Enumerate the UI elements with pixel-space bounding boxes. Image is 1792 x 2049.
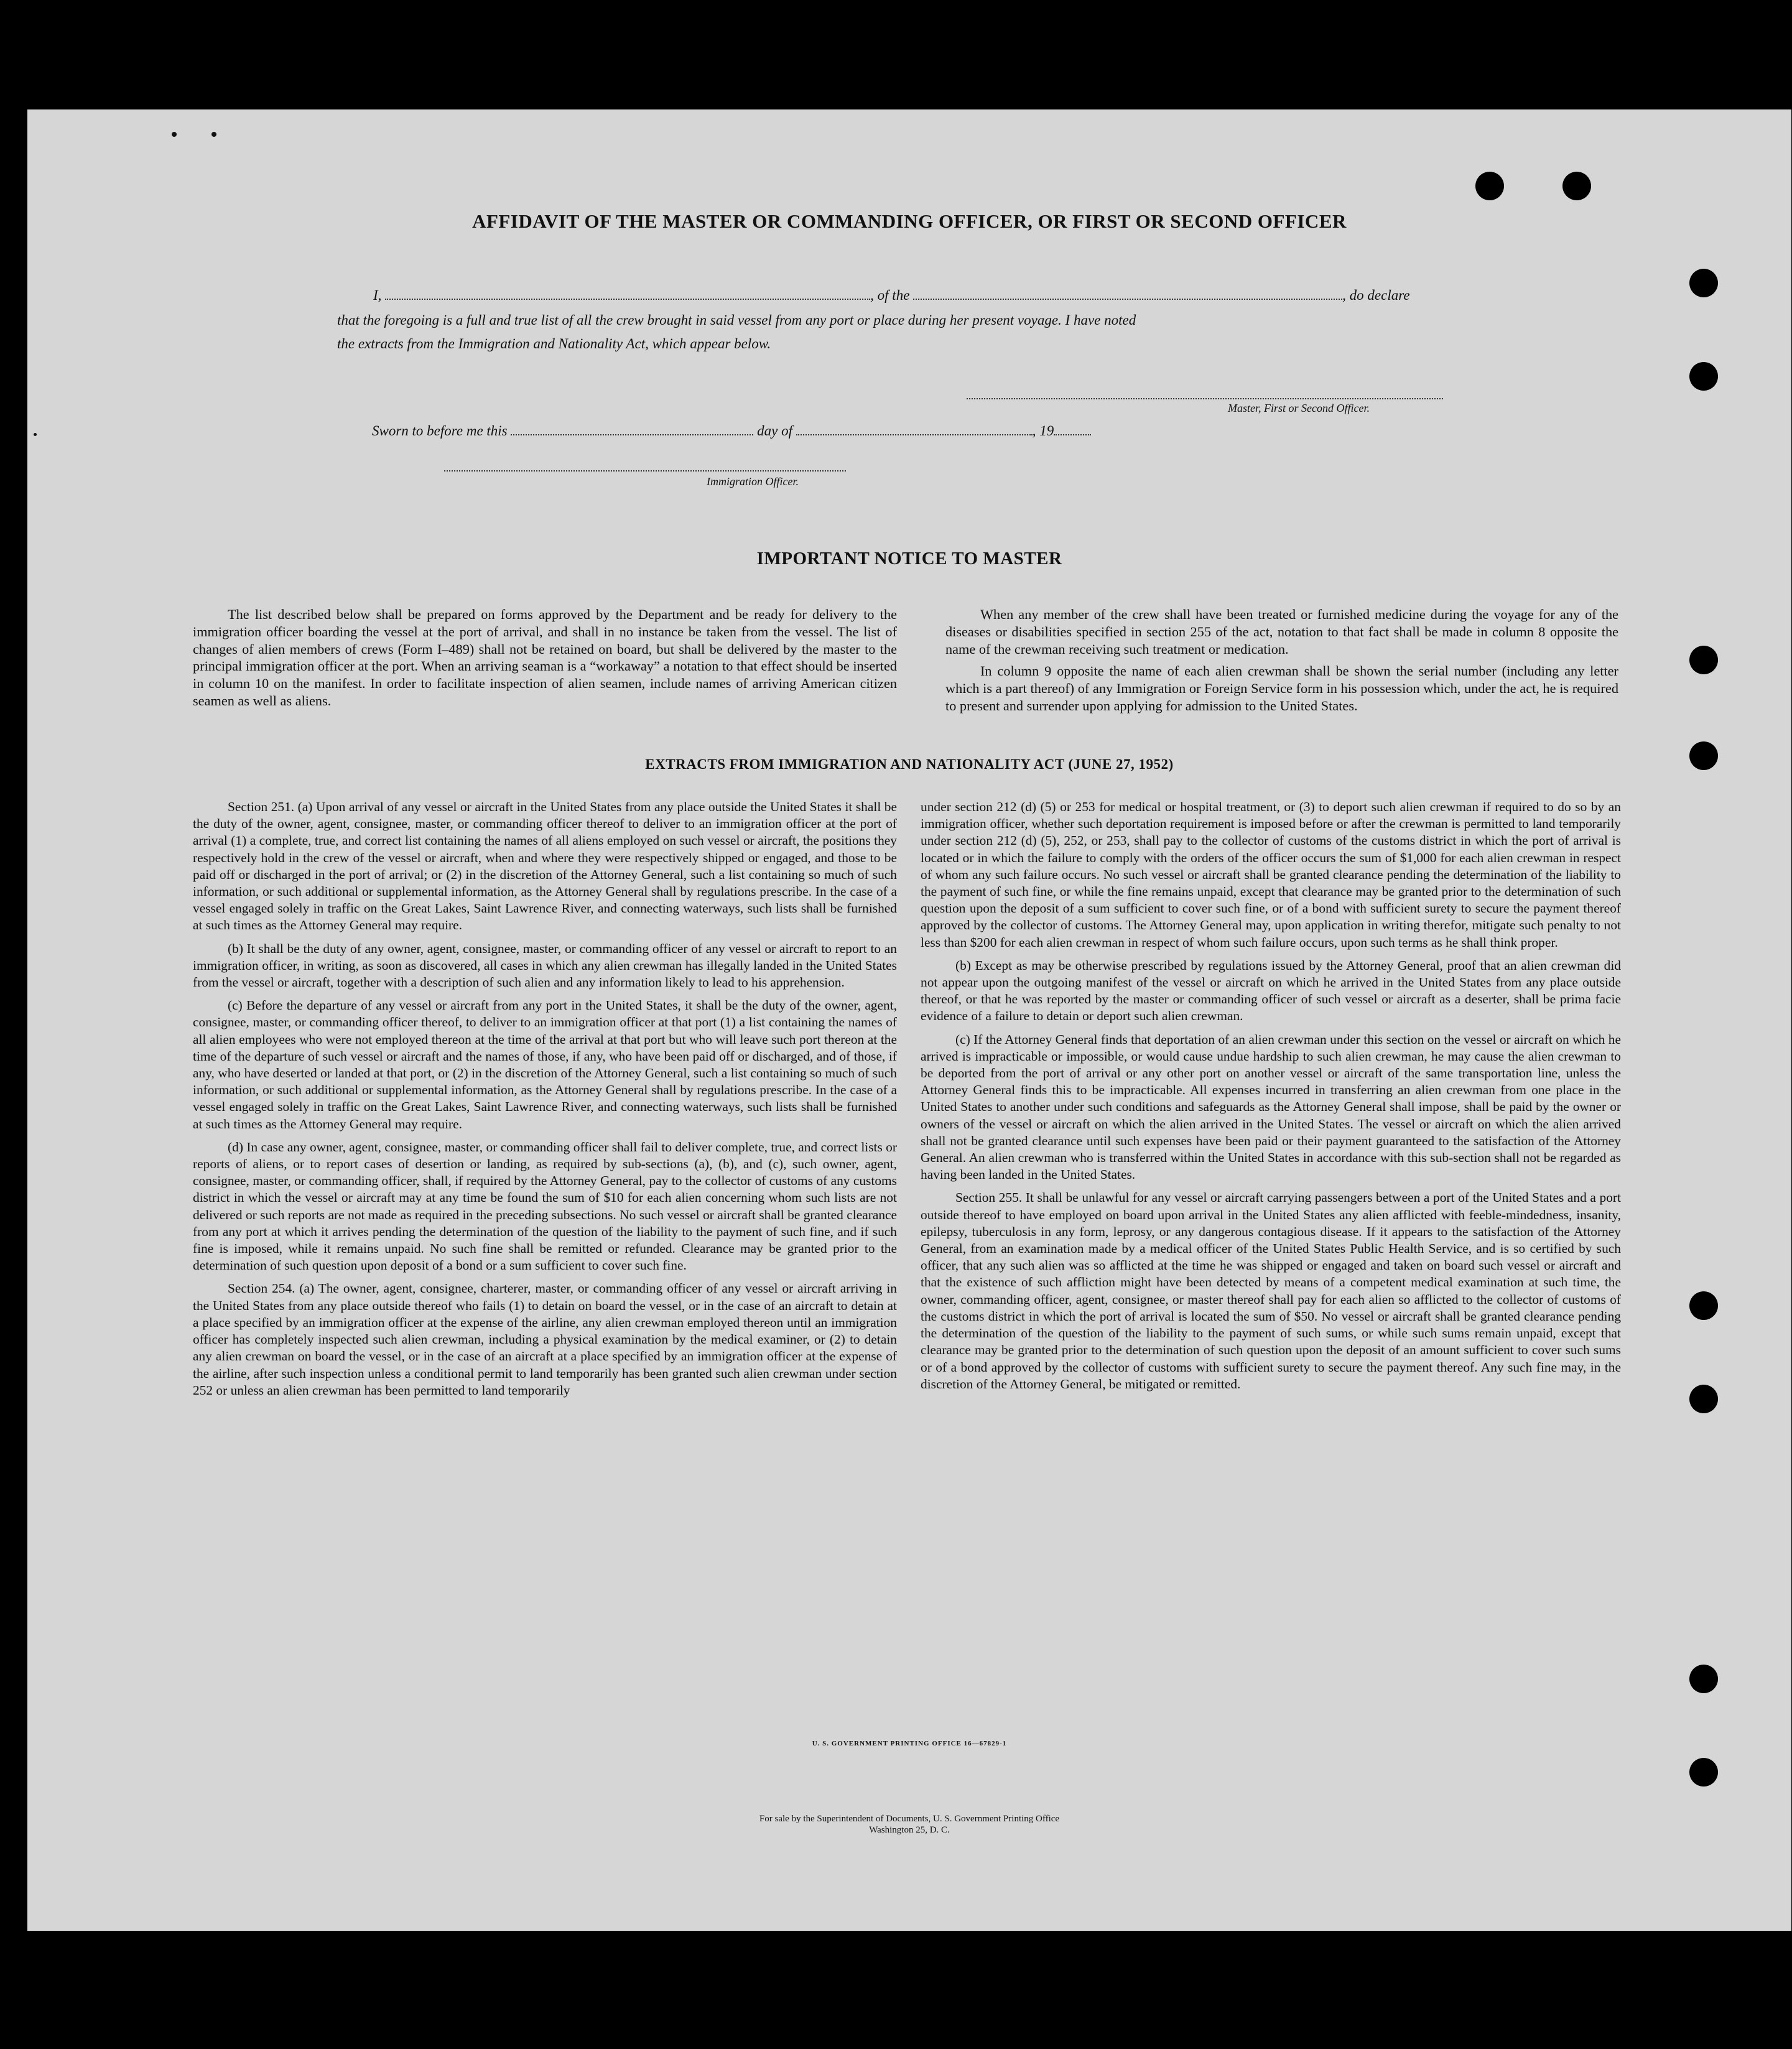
section-paragraph: Section 254. (a) The owner, agent, consignee, charterer, master, or commanding officer of any vessel or aircraft arriving in the United States from any place outside thereof who fails (1) to detain on board the vessel, or in the case of an aircraft to detain at a place specified by an immigration officer at the expense of the airline, any alien crewman employed thereon until an immigration officer has completely inspected such alien crewman, including a physical examination by the medical examiner, or (2) to detain any alien crewman on board the vessel, or in the case of an aircraft at a place specified by an immigration officer at the expense of the airline, after such inspection unless a conditional permit to land temporarily has been granted such alien crewman under section 252 or unless an alien crewman has been permitted to land temporarily (193, 1281, 897, 1398)
for-sale-notice (27, 1813, 1791, 1836)
affidavit-title: AFFIDAVIT OF THE MASTER OR COMMANDING OFFICER, OR FIRST OR SECOND OFFICER (472, 210, 1347, 232)
punch-hole (1689, 1665, 1718, 1693)
punch-hole (1689, 362, 1718, 391)
section-paragraph: under section 212 (d) (5) or 253 for medical or hospital treatment, or (3) to deport such alien crewman if required to do so by an immigration officer, whether such deportation requirement is imposed before or after the crewman is permitted to land temporarily under section 212 (d) (5), 252, or 253, shall pay to the collector of customs of the customs district in which the port of arrival is located or in which the failure to comply with the orders of the officer occurs the sum of $1,000 for each alien crewman in respect of whom any such failure occurs. No such vessel or aircraft shall be granted clearance pending the determination of the liability to the payment of such fine, or while the fine remains unpaid, except that clearance may be granted prior to the determination of such question upon the deposit of a sum sufficient to cover such fine, or of a bond with sufficient surety to secure the payment thereof approved by the collector of customs. The Attorney General may, upon application in writing therefor, mitigate such penalty to not less than $200 for each alien crewman in respect of whom such failure occurs, upon such terms as he shall think proper. (921, 799, 1621, 950)
sworn-text: Sworn to before me this (372, 423, 508, 439)
affidavit-line-3: the extracts from the Immigration and Nationality Act, which appear below. (337, 336, 771, 351)
day-of-text: day of (757, 423, 792, 439)
immigration-officer-label: Immigration Officer. (707, 475, 799, 488)
speck (211, 132, 216, 137)
notice-left-column (193, 606, 897, 715)
immigration-officer-signature-line[interactable] (444, 470, 846, 472)
affidavit-line-1 (373, 287, 1410, 304)
year-text: , 19 (1032, 423, 1054, 439)
section-paragraph: (b) It shall be the duty of any owner, agent, consignee, master, or commanding officer of any vessel or aircraft to report to an immigration officer, in writing, as soon as discovered, all cases in which any alien crewman has illegally landed in the United States from the vessel or aircraft, together with a description of such alien and any information likely to lead to his apprehension. (193, 941, 897, 990)
affidavit-of-the: , of the (870, 287, 910, 303)
punch-hole (1562, 172, 1591, 200)
speck (172, 132, 177, 137)
speck (34, 433, 37, 436)
section-paragraph: (c) Before the departure of any vessel or aircraft from any port in the United States, it shall be the duty of the owner, agent, consignee, master, or commanding officer thereof, to deliver to an immigration officer at that port (1) a list containing the names of all alien employees who were not employed thereon at the time of the arrival at that port but who will leave such port thereon at the time of the departure of such vessel or aircraft and the names of those, if any, who have been paid off or discharged, and of those, if any, who have deserted or landed at that port, or (2) in the discretion of the Attorney General, such a list containing so much of such information, or such additional or supplemental information, as the Attorney General shall by regulations prescribe. In the case of a vessel engaged solely in traffic on the Great Lakes, Saint Lawrence River, and connecting waterways, such lists shall be furnished at such times as the Attorney General may require. (193, 998, 897, 1131)
sworn-day-field[interactable] (511, 434, 753, 435)
notice-paragraph: The list described below shall be prepared on forms approved by the Department and be ready for delivery to the immigration officer boarding the vessel at the port of arrival, and shall in no instance be taken from the vessel. The list of changes of alien members of crews (Form I–489) shall not be retained on board, but shall be delivered by the master to the principal immigration officer at the port. When an arriving seaman is a “workaway” a notation to that effect should be inserted in column 10 on the manifest. In order to facilitate inspection of alien seamen, include names of arriving American citizen seamen as well as aliens. (193, 606, 897, 709)
extracts-title: EXTRACTS FROM IMMIGRATION AND NATIONALITY ACT (JUNE 27, 1952) (645, 756, 1174, 772)
master-signature-label: Master, First or Second Officer. (1228, 402, 1370, 414)
section-paragraph: Section 255. It shall be unlawful for any vessel or aircraft carrying passengers between a port of the United States and a port outside thereof to have employed on board upon arrival in the United States any alien afflicted with feeble-mindedness, insanity, epilepsy, tuberculosis in any form, leprosy, or any dangerous contagious disease. If it appears to the satisfaction of the Attorney General, from an examination made by a medical officer of the United States Public Health Service, and is so certified by such officer, that any such alien was so afflicted at the time he was shipped or engaged and taken on board such vessel or aircraft and that the existence of such affliction might have been detected by means of a competent medical examination at such time, the owner, commanding officer, agent, consignee, or master thereof shall pay for each alien so afflicted to the collector of customs of the customs district in which the port of arrival is located the sum of $50. No vessel or aircraft shall be granted clearance pending the determination of the question of the liability to the payment of such sums, or while such sums remain unpaid, except that clearance may be granted prior to the determination of such question upon the deposit of an amount sufficient to cover such sums or of a bond approved by the collector of customs with sufficient surety to secure the payment thereof. Any such fine may, in the discretion of the Attorney General, be mitigated or remitted. (921, 1190, 1621, 1392)
affidavit-i: I, (373, 287, 382, 303)
affidavit-line-2: that the foregoing is a full and true list of all the crew brought in said vessel from any port or place during her present voyage. I have noted (337, 312, 1136, 328)
master-signature-line[interactable] (967, 398, 1443, 399)
section-paragraph: (b) Except as may be otherwise prescribed by regulations issued by the Attorney General, proof that an alien crewman did not appear upon the outgoing manifest of the vessel or aircraft on which he arrived in the United States from any place outside thereof, or that he was reported by the master or commanding officer of such vessel or aircraft as a deserter, shall be prima facie evidence of a failure to detain or deport such alien crewman. (921, 957, 1621, 1024)
for-sale-line-1: For sale by the Superintendent of Documents, U. S. Government Printing Office (759, 1814, 1060, 1824)
for-sale-line-2: Washington 25, D. C. (869, 1825, 950, 1835)
printing-office-imprint: U. S. GOVERNMENT PRINTING OFFICE 16—67829-1 (812, 1740, 1007, 1747)
sworn-line (372, 423, 1091, 439)
punch-hole (1689, 1291, 1718, 1320)
vessel-field[interactable] (913, 299, 1342, 300)
punch-hole (1689, 269, 1718, 297)
extracts-left-column (193, 799, 897, 1405)
notice-title: IMPORTANT NOTICE TO MASTER (756, 549, 1062, 569)
punch-hole (1689, 646, 1718, 674)
notice-paragraph: In column 9 opposite the name of each alien crewman shall be shown the serial number (including any letter which is a part thereof) of any Immigration or Foreign Service form in his possession which, under the act, he is required to present and surrender upon applying for admission to the United States. (945, 663, 1618, 713)
extracts-right-column (921, 799, 1621, 1399)
sworn-month-field[interactable] (796, 434, 1033, 435)
sworn-year-field[interactable] (1054, 434, 1091, 435)
notice-right-column (945, 606, 1618, 720)
notice-paragraph: When any member of the crew shall have been treated or furnished medicine during the voyage for any of the diseases or disabilities specified in section 255 of the act, notation to that fact shall be made in column 8 opposite the name of the crewman receiving such treatment or medication. (945, 606, 1618, 657)
form-page (27, 109, 1791, 1931)
affidavit-declare: , do declare (1342, 287, 1410, 303)
section-paragraph: (d) In case any owner, agent, consignee, master, or commanding officer shall fail to deliver complete, true, and correct lists or reports of aliens, or to report cases of desertion or landing, as required by sub-sections (a), (b), and (c), such owner, agent, consignee, master, or commanding officer, shall, if required by the Attorney General, pay to the collector of customs of any customs district in which the vessel or aircraft may at any time be found the sum of $10 for each alien concerning whom such lists are not delivered or such reports are not made as required in the preceding subsections. No such vessel or aircraft shall be granted clearance from any port at which it arrives pending the determination of the question of the liability to the payment of such fine, and if such fine is imposed, while it remains unpaid. No such fine shall be remitted or refunded. Clearance may be granted prior to the determination of such question upon deposit of a bond or a sum sufficient to cover such fine. (193, 1139, 897, 1273)
section-paragraph: Section 251. (a) Upon arrival of any vessel or aircraft in the United States from any place outside the United States it shall be the duty of the owner, agent, consignee, master, or commanding officer thereof to deliver to an immigration officer at the port of arrival (1) a complete, true, and correct list containing the names of all aliens employed on such vessel or aircraft, the positions they respectively hold in the crew of the vessel or aircraft, when and where they were respectively shipped or engaged, and those to be paid off or discharged in the port of arrival; or (2) in the discretion of the Attorney General, such a list containing so much of such information, or such additional or supplemental information, as the Attorney General shall by regulations prescribe. In the case of a vessel engaged solely in traffic on the Great Lakes, Saint Lawrence River, and connecting waterways, such lists shall be furnished at such times as the Attorney General may require. (193, 799, 897, 933)
punch-hole (1689, 1385, 1718, 1413)
name-field[interactable] (385, 299, 870, 300)
punch-hole (1689, 1758, 1718, 1786)
section-paragraph: (c) If the Attorney General finds that deportation of an alien crewman under this section on the vessel or aircraft on which he arrived is impracticable or impossible, or would cause undue hardship to such alien crewman, he may cause the alien crewman to be deported from the port of arrival or any other port on another vessel or aircraft of the same transportation line, unless the Attorney General finds this to be impracticable. All expenses incurred in transferring an alien crewman from one place in the United States to another under such conditions and safeguards as the Attorney General shall impose, shall be paid by the owner or owners of the vessel or aircraft on which the alien arrived in the United States. The vessel or aircraft on which the alien arrived shall not be granted clearance until such expenses have been paid or their payment guaranteed to the satisfaction of the Attorney General. An alien crewman who is transferred within the United States in accordance with this sub-section shall not be regarded as having been landed in the United States. (921, 1031, 1621, 1182)
punch-hole (1475, 172, 1504, 200)
